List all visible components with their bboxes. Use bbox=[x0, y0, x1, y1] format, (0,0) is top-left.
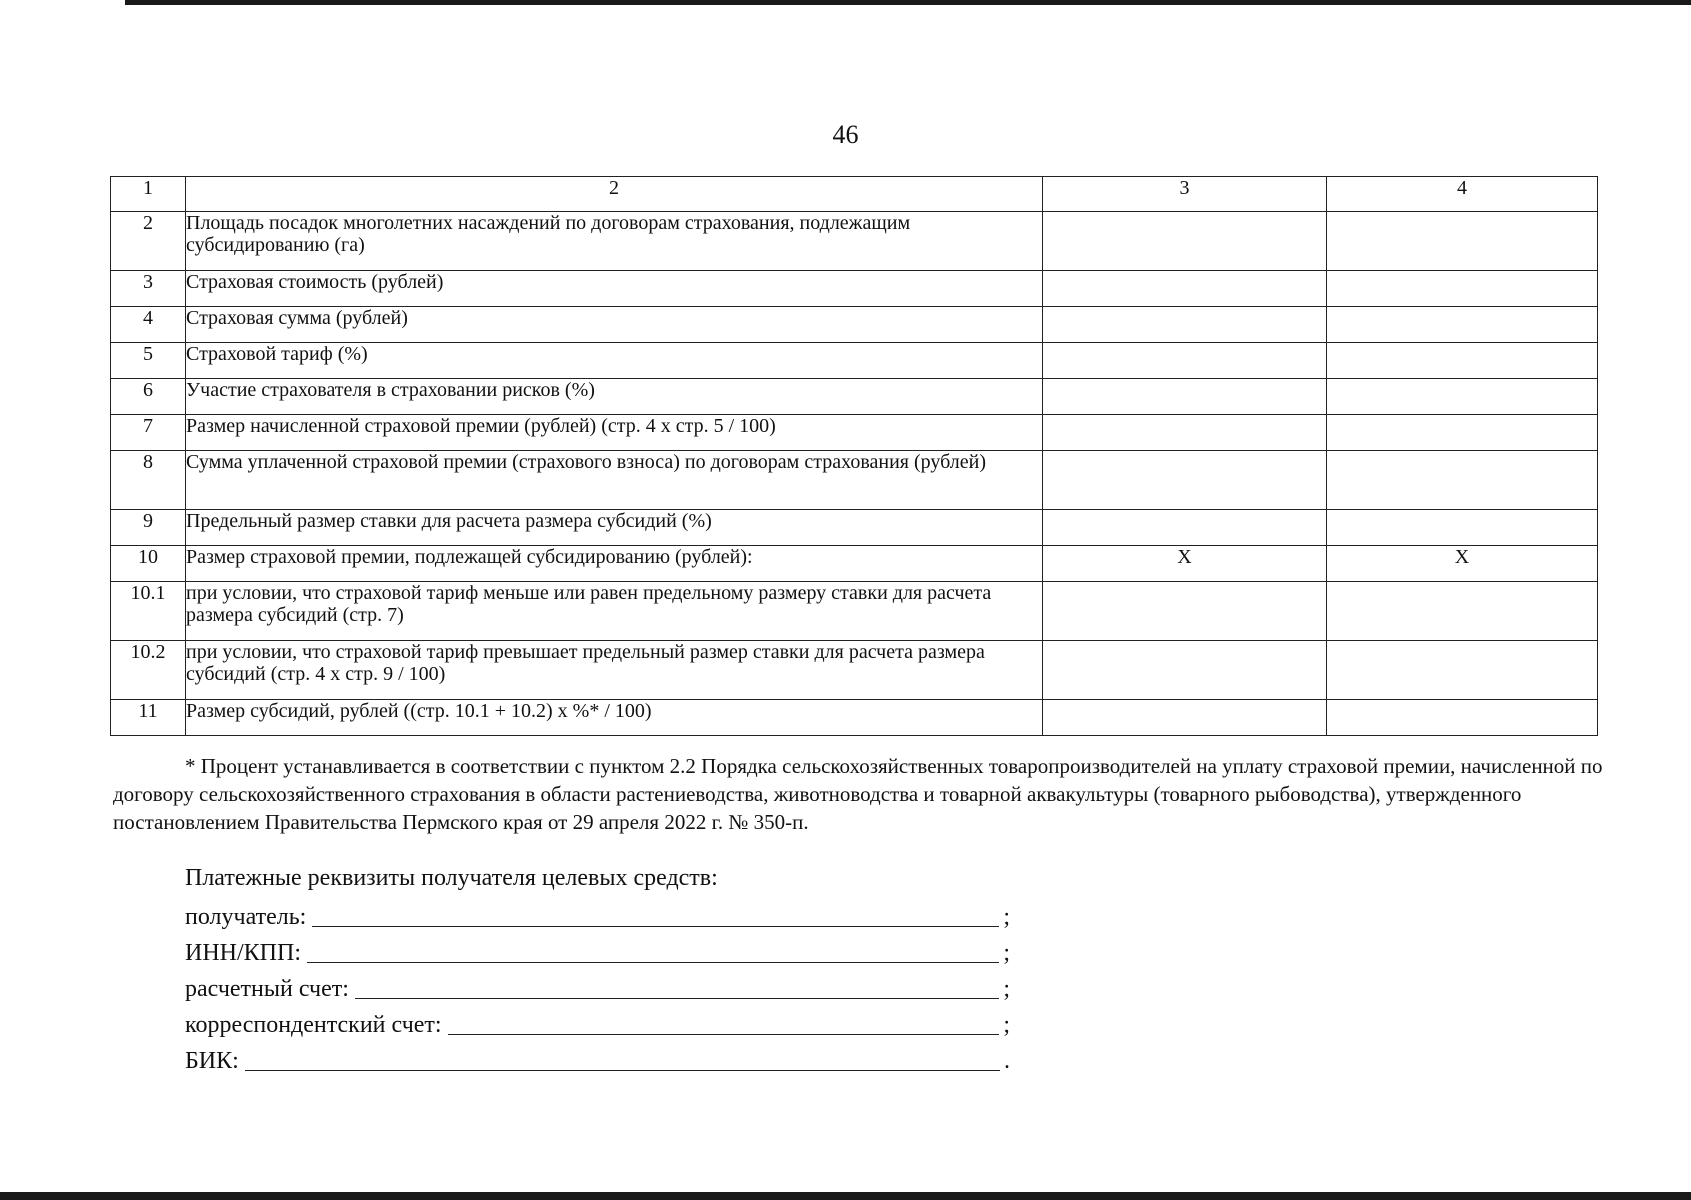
row-number-cell: 9 bbox=[111, 510, 186, 546]
row-number-cell: 2 bbox=[111, 212, 186, 271]
row-value-col3-cell bbox=[1043, 379, 1327, 415]
requisite-field-blank[interactable] bbox=[307, 962, 999, 963]
row-value-col3-cell bbox=[1043, 582, 1327, 641]
header-cell-4: 4 bbox=[1327, 177, 1598, 212]
table-row bbox=[111, 379, 1598, 415]
table-row bbox=[111, 582, 1598, 641]
row-value-col3-cell bbox=[1043, 510, 1327, 546]
table-row bbox=[111, 641, 1598, 700]
requisite-field-line bbox=[185, 1040, 1010, 1076]
row-description-cell: Страховой тариф (%) bbox=[186, 343, 1043, 379]
row-value-col4-cell bbox=[1327, 700, 1598, 736]
row-description-cell: Предельный размер ставки для расчета размера субсидий (%) bbox=[186, 510, 1043, 546]
header-cell-3: 3 bbox=[1043, 177, 1327, 212]
row-value-col3-cell bbox=[1043, 343, 1327, 379]
payment-requisites bbox=[185, 860, 1010, 1076]
row-value-col3-cell bbox=[1043, 271, 1327, 307]
row-number-cell: 10 bbox=[111, 546, 186, 582]
table-row bbox=[111, 546, 1598, 582]
row-value-col3-cell bbox=[1043, 415, 1327, 451]
requisites-fields bbox=[185, 896, 1010, 1076]
scan-edge-top bbox=[125, 0, 1691, 5]
row-value-col4-cell bbox=[1327, 343, 1598, 379]
table-row bbox=[111, 271, 1598, 307]
row-description-cell: Страховая стоимость (рублей) bbox=[186, 271, 1043, 307]
requisite-field-terminator: . bbox=[1004, 1048, 1010, 1074]
row-description-cell: Размер начисленной страховой премии (рублей) (стр. 4 х стр. 5 / 100) bbox=[186, 415, 1043, 451]
requisite-field-terminator: ; bbox=[1003, 904, 1010, 930]
table-row bbox=[111, 510, 1598, 546]
requisite-field-line bbox=[185, 896, 1010, 932]
requisite-field-line bbox=[185, 1004, 1010, 1040]
table-row bbox=[111, 307, 1598, 343]
row-number-cell: 10.2 bbox=[111, 641, 186, 700]
table-row bbox=[111, 415, 1598, 451]
row-number-cell: 10.1 bbox=[111, 582, 186, 641]
row-description-cell: при условии, что страховой тариф меньше или равен предельному размеру ставки для расчета размера субсидий (стр. 7) bbox=[186, 582, 1043, 641]
row-description-cell: Страховая сумма (рублей) bbox=[186, 307, 1043, 343]
row-value-col3-cell bbox=[1043, 307, 1327, 343]
calculation-table bbox=[110, 176, 1598, 736]
row-value-col4-cell bbox=[1327, 451, 1598, 510]
row-number-cell: 4 bbox=[111, 307, 186, 343]
row-description-cell: при условии, что страховой тариф превышает предельный размер ставки для расчета размера субсидий (стр. 4 х стр. 9 / 100) bbox=[186, 641, 1043, 700]
table-row bbox=[111, 451, 1598, 510]
requisite-field-line bbox=[185, 932, 1010, 968]
scan-edge-bottom bbox=[0, 1192, 1691, 1200]
row-value-col4-cell bbox=[1327, 582, 1598, 641]
requisites-title: Платежные реквизиты получателя целевых средств: bbox=[185, 865, 718, 891]
row-description-cell: Размер страховой премии, подлежащей субсидированию (рублей): bbox=[186, 546, 1043, 582]
row-value-col4-cell bbox=[1327, 510, 1598, 546]
row-value-col4-cell bbox=[1327, 307, 1598, 343]
requisite-field-terminator: ; bbox=[1003, 1012, 1010, 1038]
row-number-cell: 5 bbox=[111, 343, 186, 379]
table-row bbox=[111, 700, 1598, 736]
row-value-col3-cell bbox=[1043, 700, 1327, 736]
row-value-col4-cell bbox=[1327, 212, 1598, 271]
row-description-cell: Размер субсидий, рублей ((стр. 10.1 + 10.2) х %* / 100) bbox=[186, 700, 1043, 736]
row-description-cell: Сумма уплаченной страховой премии (страхового взноса) по договорам страхования (рублей) bbox=[186, 451, 1043, 510]
row-value-col4-cell bbox=[1327, 271, 1598, 307]
requisite-field-blank[interactable] bbox=[312, 926, 999, 927]
requisite-field-line bbox=[185, 968, 1010, 1004]
row-value-col3-cell: X bbox=[1043, 546, 1327, 582]
row-number-cell: 11 bbox=[111, 700, 186, 736]
requisite-field-label: получатель: bbox=[185, 904, 307, 930]
row-value-col3-cell bbox=[1043, 451, 1327, 510]
header-cell-1: 1 bbox=[111, 177, 186, 212]
requisite-field-label: БИК: bbox=[185, 1048, 239, 1074]
requisite-field-blank[interactable] bbox=[355, 998, 999, 999]
row-number-cell: 3 bbox=[111, 271, 186, 307]
row-value-col4-cell bbox=[1327, 641, 1598, 700]
table-header-row bbox=[111, 177, 1598, 212]
requisite-field-label: расчетный счет: bbox=[185, 976, 349, 1002]
requisite-field-label: корреспондентский счет: bbox=[185, 1012, 442, 1038]
table-row bbox=[111, 212, 1598, 271]
requisite-field-blank[interactable] bbox=[448, 1034, 1000, 1035]
table-row bbox=[111, 343, 1598, 379]
page-number: 46 bbox=[832, 120, 859, 149]
row-value-col4-cell: X bbox=[1327, 546, 1598, 582]
row-value-col4-cell bbox=[1327, 379, 1598, 415]
row-description-cell: Площадь посадок многолетних насаждений по договорам страхования, подлежащим субсидированию (га) bbox=[186, 212, 1043, 271]
requisite-field-blank[interactable] bbox=[245, 1070, 1000, 1071]
row-value-col3-cell bbox=[1043, 641, 1327, 700]
row-number-cell: 8 bbox=[111, 451, 186, 510]
row-value-col4-cell bbox=[1327, 415, 1598, 451]
row-value-col3-cell bbox=[1043, 212, 1327, 271]
row-description-cell: Участие страхователя в страховании рисков (%) bbox=[186, 379, 1043, 415]
table-body bbox=[111, 177, 1598, 736]
requisite-field-label: ИНН/КПП: bbox=[185, 940, 302, 966]
footnote: * Процент устанавливается в соответствии с пунктом 2.2 Порядка сельскохозяйственных товаропроизводителей на уплату страховой премии, начисленной по договору сельскохозяйственного страхования в области растениеводства, животноводства и товарной аквакультуры (товарного рыбоводства), утвержденного постановлением Правительства Пермского края от 29 апреля 2022 г. № 350-п. bbox=[113, 754, 1603, 834]
requisite-field-terminator: ; bbox=[1003, 940, 1010, 966]
row-number-cell: 6 bbox=[111, 379, 186, 415]
requisite-field-terminator: ; bbox=[1003, 976, 1010, 1002]
header-cell-2: 2 bbox=[186, 177, 1043, 212]
row-number-cell: 7 bbox=[111, 415, 186, 451]
